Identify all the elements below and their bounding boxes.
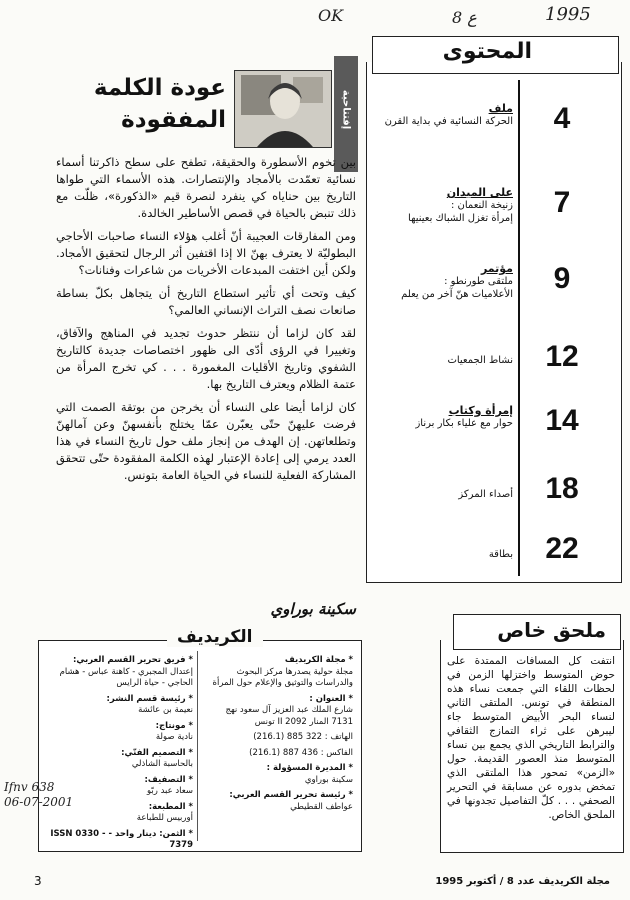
article-title [50,72,226,136]
stamp-line: Ifnv 638 [4,780,55,794]
article-title-line: عودة الكلمة [93,75,226,101]
supplement-title: ملحق خاص [497,618,606,642]
page-number: 3 [34,874,42,888]
toc-line: ملتقى طورنطو : [444,276,513,287]
toc-line: نشاط الجمعيات [447,355,513,366]
toc-line: حوار مع علياء بكار برناز [415,418,513,429]
toc-section: ملف [488,102,513,115]
toc-title: المحتوى [442,39,532,64]
masthead-item: الهاتف : 322 885 (216.1) [253,732,353,742]
stamp-line: 06-07-2001 [4,795,74,809]
masthead-box [38,627,362,852]
handwritten-year-note: 1995 [545,4,591,25]
masthead-title: الكريديف [167,627,263,647]
page-footer: مجلة الكريديف عدد 8 / أكتوبر 1995 [435,876,610,887]
supplement-text: انتفت كل المسافات الممتدة على حوض المتوسط واختزلها الزمن في لحظات اللقاء التي جمعت نساء هذه المنطقة في تونس. الملتقى الثاني لنساء البحر الأبيض المتوسط جاء ليبرهن على ثراء التمازج الثقافي والترابط التاريخي الذي يجمع بين نساء المتوسط منذ العصور القديمة. حول «الزمن» تمحور هذا الملتقى الذي تمخض بدوره عن مسابقة في التحرير الصحفي . . . كلّ التفاصيل تجدونها في الملحق الخاص. [447,655,615,821]
toc-section: على الميدان [446,186,513,199]
masthead-divider [197,651,198,841]
article-title-line: المفقودة [121,107,226,133]
portrait-image [235,71,331,147]
masthead-item: * رئيسة تحرير القسم العربي: عواطف القطيطي [229,790,353,812]
archive-stamp [4,780,73,810]
handwritten-issue-note: ع 8 [452,8,477,27]
masthead-item: الفاكس : 436 887 (216.1) [249,747,353,758]
masthead-item: * مونتاج: نادية صولة [155,720,193,742]
toc-entry-text [371,488,513,501]
handwritten-ok-note: OK [318,6,344,25]
toc-line: الأعلاميات هنّ آخر من يعلم [401,289,513,300]
toc-entry-text [371,102,513,128]
toc-page-number: 22 [545,532,579,565]
toc-page-number: 12 [545,340,579,373]
toc-line: أصداء المركز [458,489,513,500]
toc-divider [518,80,520,576]
article-body [56,154,356,490]
toc-box [366,62,622,583]
article-author: سكينة بوراوي [270,600,356,618]
masthead-item: * المطبعة: أوربيس للطباعة [136,801,193,823]
masthead-item: * المديرة المسؤولة : سكينة بوراوي [266,763,353,785]
masthead-item: * فريق تحرير القسم العربي: إعتدال المجبري - كاهنة عباس - هشام الحاجي - حياة الرايس [59,655,193,688]
toc-section: مؤتمر [480,262,513,275]
article-paragraph: لقد كان لزاما أن ننتظر حدوث تجديد في المناهج والآفاق، وتغييرا في الرؤى أدّى الى ظهور اختصاصات جديدة كالتاريخ الشفوي وتاريخ الأقليات المغمورة . . . كي تخرج المرأة من عتمة الظلام ويعترف التاريخ بها. [56,326,356,391]
toc-page-number: 4 [553,102,571,135]
supplement-box [440,640,624,853]
toc-line: إمرأة تغزل الشباك بعينيها [408,213,513,224]
masthead-item: * الثمن: دينار واحد - ISSN 0330 - 7379 [50,828,193,850]
toc-section: إمرأة وكتاب [448,404,513,417]
masthead-item: * العنوان : شارع الملك عبد العزيز آل سعود نهج 7131 المنار II 2092 تونس [225,693,353,727]
masthead-item: * رئيسة قسم النشر: نعيمة بن عائشة [106,693,193,715]
masthead-item: * مجلة الكريديف مجلة حولية يصدرها مركز البحوث والدراسات والتوثيق والإعلام حول المرأة [212,655,353,688]
masthead-left-column [47,655,193,856]
toc-entry-text [371,186,513,225]
toc-line: الحركة النسائية في بداية القرن [384,116,513,127]
toc-page-number: 18 [545,472,579,505]
toc-line: بطاقة [488,549,513,560]
article-paragraph: كيف وتحت أي تأثير استطاع التاريخ أن يتجاهل بكلّ بساطة صانعات نصف التراث الإنساني العالمي؟ [56,286,356,317]
article-paragraph: بين تخوم الأسطورة والحقيقة، تطفح على سطح ذاكرتنا أسماء نسائية تعمّدت بالأمجاد والإنتصارات. هذه الأسماء التي طواها التاريخ بين حناياه كي ينفرد لنصرة قيم «الذكورة»، ظلّت مع ذلك تنبض بالحياة في قصص الأساطير الخالدة. [56,155,356,220]
masthead-item: * التصفيف: سعاد عبد ربّو [144,774,193,796]
author-photo [234,70,332,148]
masthead-item: * التصميم الفنّي: بالحاسبة الشاذلي [121,747,193,769]
article-paragraph: ومن المفارقات العجيبة أنّ أغلب هؤلاء النساء صاحبات الأحاجي البطوليّة لا يعترف بهنّ الا إذا اقتفين أثر الرجال لتحقيق الأمجاد. ولكن أين اختفت المبدعات الأخريات من شاعرات وفنانات؟ [56,229,356,277]
toc-entry-text [371,354,513,367]
toc-line: زنيخة النعمان : [450,200,513,211]
toc-entry-text [371,404,513,430]
supplement-header [453,614,621,650]
side-label-text: إفتتاحية [340,89,352,130]
article-paragraph: كان لزاما أيضا على النساء أن يخرجن من بوتقة الصمت التي فرضت عليهنّ حتّى يعبّرن عمّا يختلج بأنفسهنّ وعن آمالهنّ وتطلعاتهن. إن الهدف من إنجاز ملف حول تاريخ النساء في هذا العدد يرمي إلى إعادة الإعتبار لهذه الكلمة المفقودة حتّى تتحقق المشاركة الفعلية للنساء في الحياة العامة بتونس. [56,400,356,482]
toc-entry-text [371,262,513,301]
masthead-right-column [203,655,353,817]
toc-page-number: 7 [553,186,571,219]
toc-entry-text [371,548,513,561]
toc-page-number: 9 [553,262,571,295]
toc-page-number: 14 [545,404,579,437]
toc-header [372,36,619,74]
